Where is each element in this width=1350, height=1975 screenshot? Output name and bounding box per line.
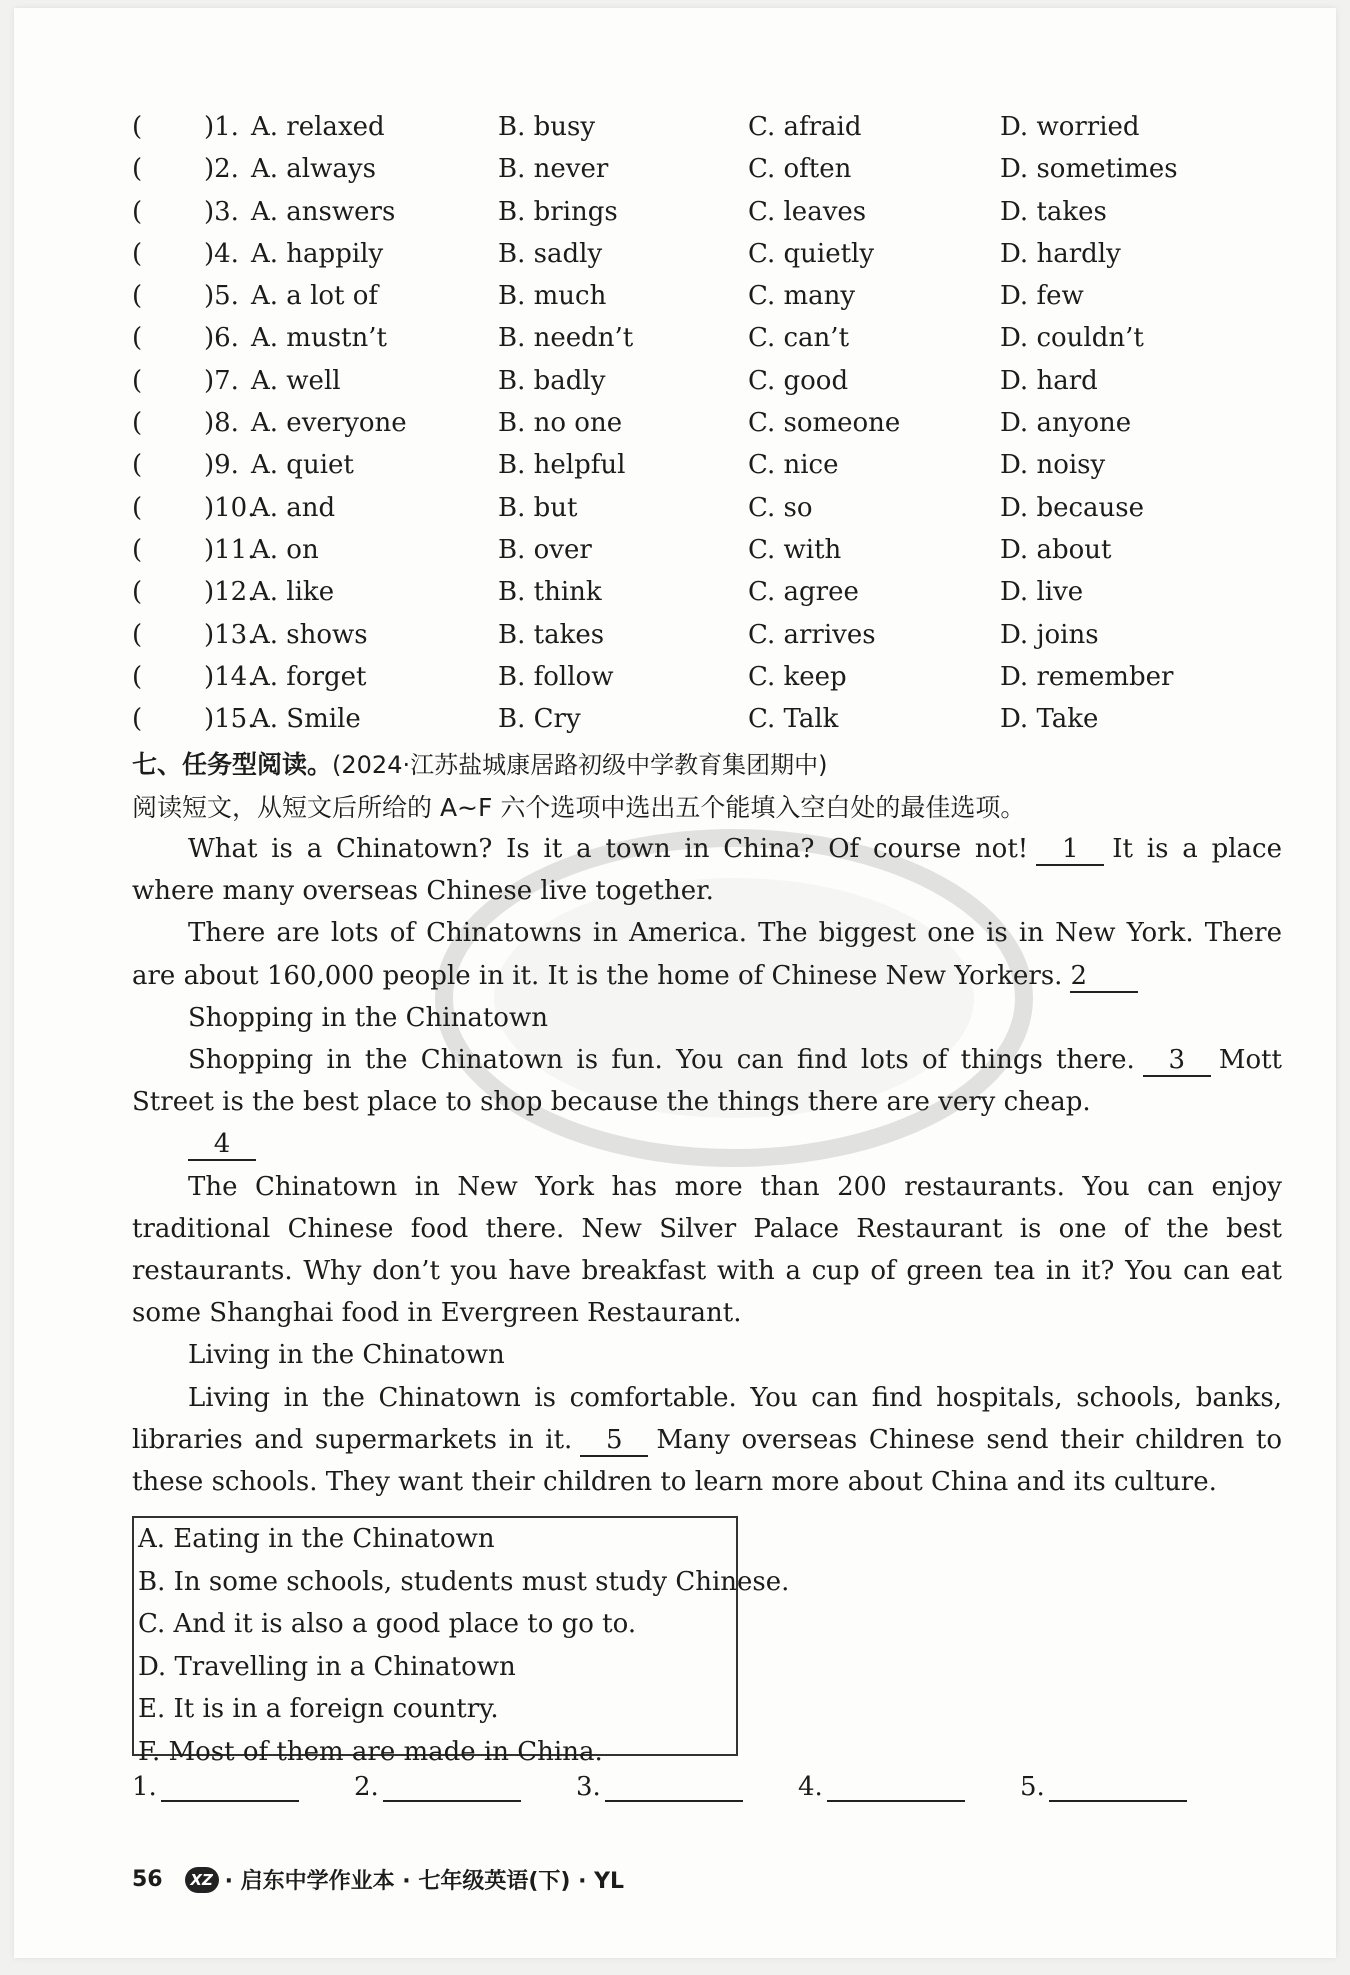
blank-1[interactable]: 1: [1036, 834, 1104, 866]
answer-line[interactable]: [827, 1770, 965, 1802]
question-number: )8.: [204, 408, 239, 439]
option-a: A. on: [251, 534, 319, 565]
option-a: A. shows: [251, 619, 368, 650]
option-a: A. answers: [251, 196, 396, 227]
paragraph-5: [132, 1377, 1282, 1504]
option-b: B. never: [498, 154, 609, 185]
option-d: D. takes: [1000, 196, 1107, 227]
question-number: )9.: [204, 450, 239, 481]
option-a: A. happily: [251, 238, 384, 269]
option-item: D. Travelling in a Chinatown: [138, 1651, 516, 1682]
option-b: B. over: [498, 534, 592, 565]
question-number: )3.: [204, 196, 239, 227]
option-b: B. helpful: [498, 450, 626, 481]
answer-label: 1.: [132, 1772, 157, 1802]
page-footer: [132, 1864, 624, 1895]
section-heading: [132, 745, 827, 781]
answer-paren: (: [132, 661, 143, 692]
option-c: C. someone: [748, 408, 901, 439]
option-d: D. Take: [1000, 704, 1099, 735]
answer-line[interactable]: [1049, 1770, 1187, 1802]
option-b: B. follow: [498, 661, 614, 692]
option-c: C. quietly: [748, 238, 875, 269]
question-number: )11.: [204, 534, 256, 565]
option-item: B. In some schools, students must study Chinese.: [138, 1566, 790, 1597]
question-number: )10.: [204, 492, 256, 523]
paragraph-3: [132, 1039, 1282, 1123]
answer-slot: [354, 1770, 521, 1802]
option-c: C. arrives: [748, 619, 876, 650]
paragraph-4: The Chinatown in New York has more than 200 restaurants. You can enjoy traditional Chinese food there. New Silver Palace Restaurant is one of the best restaurants. Why don’t you have breakfast with a cup of green tea in it? You can eat some Shanghai food in Evergreen Restaurant.: [132, 1171, 1282, 1329]
option-c: C. leaves: [748, 196, 867, 227]
question-number: )13.: [204, 619, 256, 650]
answer-paren: (: [132, 112, 143, 142]
answer-paren: (: [132, 238, 143, 269]
option-d: D. sometimes: [1000, 154, 1178, 185]
question-number: )5.: [204, 281, 239, 312]
option-b: B. think: [498, 577, 602, 608]
option-b: B. but: [498, 492, 578, 523]
answer-line[interactable]: [605, 1770, 743, 1802]
option-d: D. hard: [1000, 365, 1098, 396]
choice-row: [132, 529, 1282, 571]
choice-row: [132, 191, 1282, 233]
choice-row: [132, 614, 1282, 656]
option-a: A. relaxed: [251, 112, 385, 142]
option-b: B. takes: [498, 619, 605, 650]
option-b: B. no one: [498, 408, 623, 439]
choice-row: [132, 698, 1282, 740]
option-b: B. sadly: [498, 238, 603, 269]
text-run: What is a Chinatown? Is it a town in China? Of course not!: [188, 834, 1029, 864]
question-number: )1.: [204, 112, 239, 142]
choice-row: [132, 487, 1282, 529]
paragraph-1: [132, 828, 1282, 912]
answer-paren: (: [132, 281, 143, 312]
option-item: A. Eating in the Chinatown: [138, 1524, 495, 1554]
subheading-shopping: Shopping in the Chinatown: [188, 1002, 548, 1033]
option-a: A. always: [251, 154, 376, 185]
option-d: D. about: [1000, 534, 1112, 565]
blank-2[interactable]: 2: [1070, 961, 1138, 993]
option-a: A. well: [251, 365, 341, 396]
option-c: C. afraid: [748, 112, 862, 142]
question-number: )2.: [204, 154, 239, 185]
option-c: C. Talk: [748, 704, 839, 735]
answer-paren: (: [132, 534, 143, 565]
answer-paren: (: [132, 704, 143, 735]
option-c: C. nice: [748, 450, 839, 481]
option-b: B. needn’t: [498, 323, 634, 354]
multiple-choice-list: [132, 106, 1282, 740]
option-a: A. Smile: [251, 704, 361, 735]
option-c: C. agree: [748, 577, 859, 608]
section-source: (2024·江苏盐城康居路初级中学教育集团期中): [332, 751, 828, 779]
section-title: 七、任务型阅读。: [132, 750, 333, 779]
answer-slot: [1020, 1770, 1187, 1802]
option-b: B. brings: [498, 196, 618, 227]
answer-label: 4.: [798, 1772, 823, 1802]
paragraph-blank-4: [132, 1123, 1282, 1165]
option-b: B. badly: [498, 365, 606, 396]
question-number: )7.: [204, 365, 239, 396]
option-item: F. Most of them are made in China.: [138, 1736, 603, 1767]
option-c: C. often: [748, 154, 852, 185]
choice-row: [132, 571, 1282, 613]
option-b: B. much: [498, 281, 607, 312]
option-d: D. worried: [1000, 112, 1140, 142]
reading-passage: [132, 828, 1282, 1503]
answer-paren: (: [132, 196, 143, 227]
text-run: Mott Street is the best place to shop because the things there are very cheap.: [132, 1045, 1282, 1118]
options-box: [132, 1516, 790, 1767]
answer-paren: (: [132, 365, 143, 396]
question-number: )4.: [204, 238, 239, 269]
answer-paren: (: [132, 450, 143, 481]
text-run: There are lots of Chinatowns in America. The biggest one is in New York. There are about 160,000 people in it. It is the home of Chinese New Yorkers.: [132, 918, 1282, 991]
choice-row: [132, 275, 1282, 317]
answer-line-row: [132, 1770, 1282, 1812]
option-a: A. quiet: [251, 450, 354, 481]
question-number: )15.: [204, 704, 256, 735]
blank-3[interactable]: 3: [1143, 1045, 1211, 1077]
option-b: B. busy: [498, 112, 596, 142]
option-d: D. few: [1000, 281, 1084, 312]
text-run: It is a place where many overseas Chinese live together.: [132, 834, 1282, 907]
option-a: A. and: [251, 492, 336, 523]
option-a: A. like: [251, 577, 335, 608]
answer-paren: (: [132, 492, 143, 523]
option-c: C. so: [748, 492, 813, 523]
option-d: D. live: [1000, 577, 1084, 608]
question-number: )14.: [204, 661, 256, 692]
text-run: Living in the Chinatown is comfortable. You can find hospitals, schools, banks, libraries and supermarkets in it.: [132, 1382, 1282, 1455]
answer-label: 3.: [576, 1772, 601, 1802]
option-a: A. mustn’t: [251, 323, 387, 354]
option-c: C. can’t: [748, 323, 850, 354]
option-d: D. because: [1000, 492, 1145, 523]
choice-row: [132, 317, 1282, 359]
option-c: C. many: [748, 281, 856, 312]
answer-slot: [798, 1770, 965, 1802]
option-d: D. joins: [1000, 619, 1099, 650]
publisher-logo-icon: XZ: [185, 1867, 219, 1893]
option-item: C. And it is also a good place to go to.: [138, 1609, 637, 1639]
option-item: E. It is in a foreign country.: [138, 1694, 499, 1724]
question-number: )6.: [204, 323, 239, 354]
option-a: A. a lot of: [251, 281, 379, 312]
blank-4[interactable]: 4: [188, 1129, 256, 1161]
answer-paren: (: [132, 577, 143, 608]
answer-slot: [132, 1770, 299, 1802]
footer-text: · 启东中学作业本 · 七年级英语(下) · YL: [224, 1869, 625, 1894]
text-run: Many overseas Chinese send their children to these schools. They want their children to learn more about China and its culture.: [132, 1424, 1282, 1498]
option-b: B. Cry: [498, 704, 581, 735]
option-d: D. couldn’t: [1000, 323, 1144, 354]
answer-line[interactable]: [383, 1770, 521, 1802]
answer-label: 5.: [1020, 1772, 1045, 1802]
option-c: C. keep: [748, 661, 847, 692]
choice-row: [132, 148, 1282, 190]
choice-row: [132, 106, 1282, 148]
paragraph-2: [132, 912, 1282, 996]
choice-row: [132, 360, 1282, 402]
option-c: C. with: [748, 534, 842, 565]
answer-line[interactable]: [161, 1770, 299, 1802]
section-instruction: 阅读短文，从短文后所给的 A~F 六个选项中选出五个能填入空白处的最佳选项。: [132, 793, 1026, 822]
choice-row: [132, 444, 1282, 486]
option-a: A. forget: [251, 661, 367, 692]
question-number: )12.: [204, 577, 256, 608]
answer-slot: [576, 1770, 743, 1802]
option-d: D. noisy: [1000, 450, 1106, 481]
answer-label: 2.: [354, 1772, 379, 1802]
answer-paren: (: [132, 619, 143, 650]
text-run: Shopping in the Chinatown is fun. You can find lots of things there.: [188, 1045, 1135, 1076]
subheading-living: Living in the Chinatown: [188, 1340, 505, 1371]
option-d: D. remember: [1000, 661, 1174, 692]
option-d: D. hardly: [1000, 238, 1121, 269]
worksheet-page: [14, 8, 1336, 1958]
option-c: C. good: [748, 365, 849, 396]
answer-paren: (: [132, 408, 143, 439]
choice-row: [132, 402, 1282, 444]
answer-paren: (: [132, 154, 143, 185]
page-number: 56: [132, 1867, 163, 1892]
option-a: A. everyone: [251, 408, 407, 439]
answer-paren: (: [132, 323, 143, 354]
choice-row: [132, 656, 1282, 698]
option-d: D. anyone: [1000, 408, 1132, 439]
choice-row: [132, 233, 1282, 275]
blank-5[interactable]: 5: [580, 1425, 648, 1457]
